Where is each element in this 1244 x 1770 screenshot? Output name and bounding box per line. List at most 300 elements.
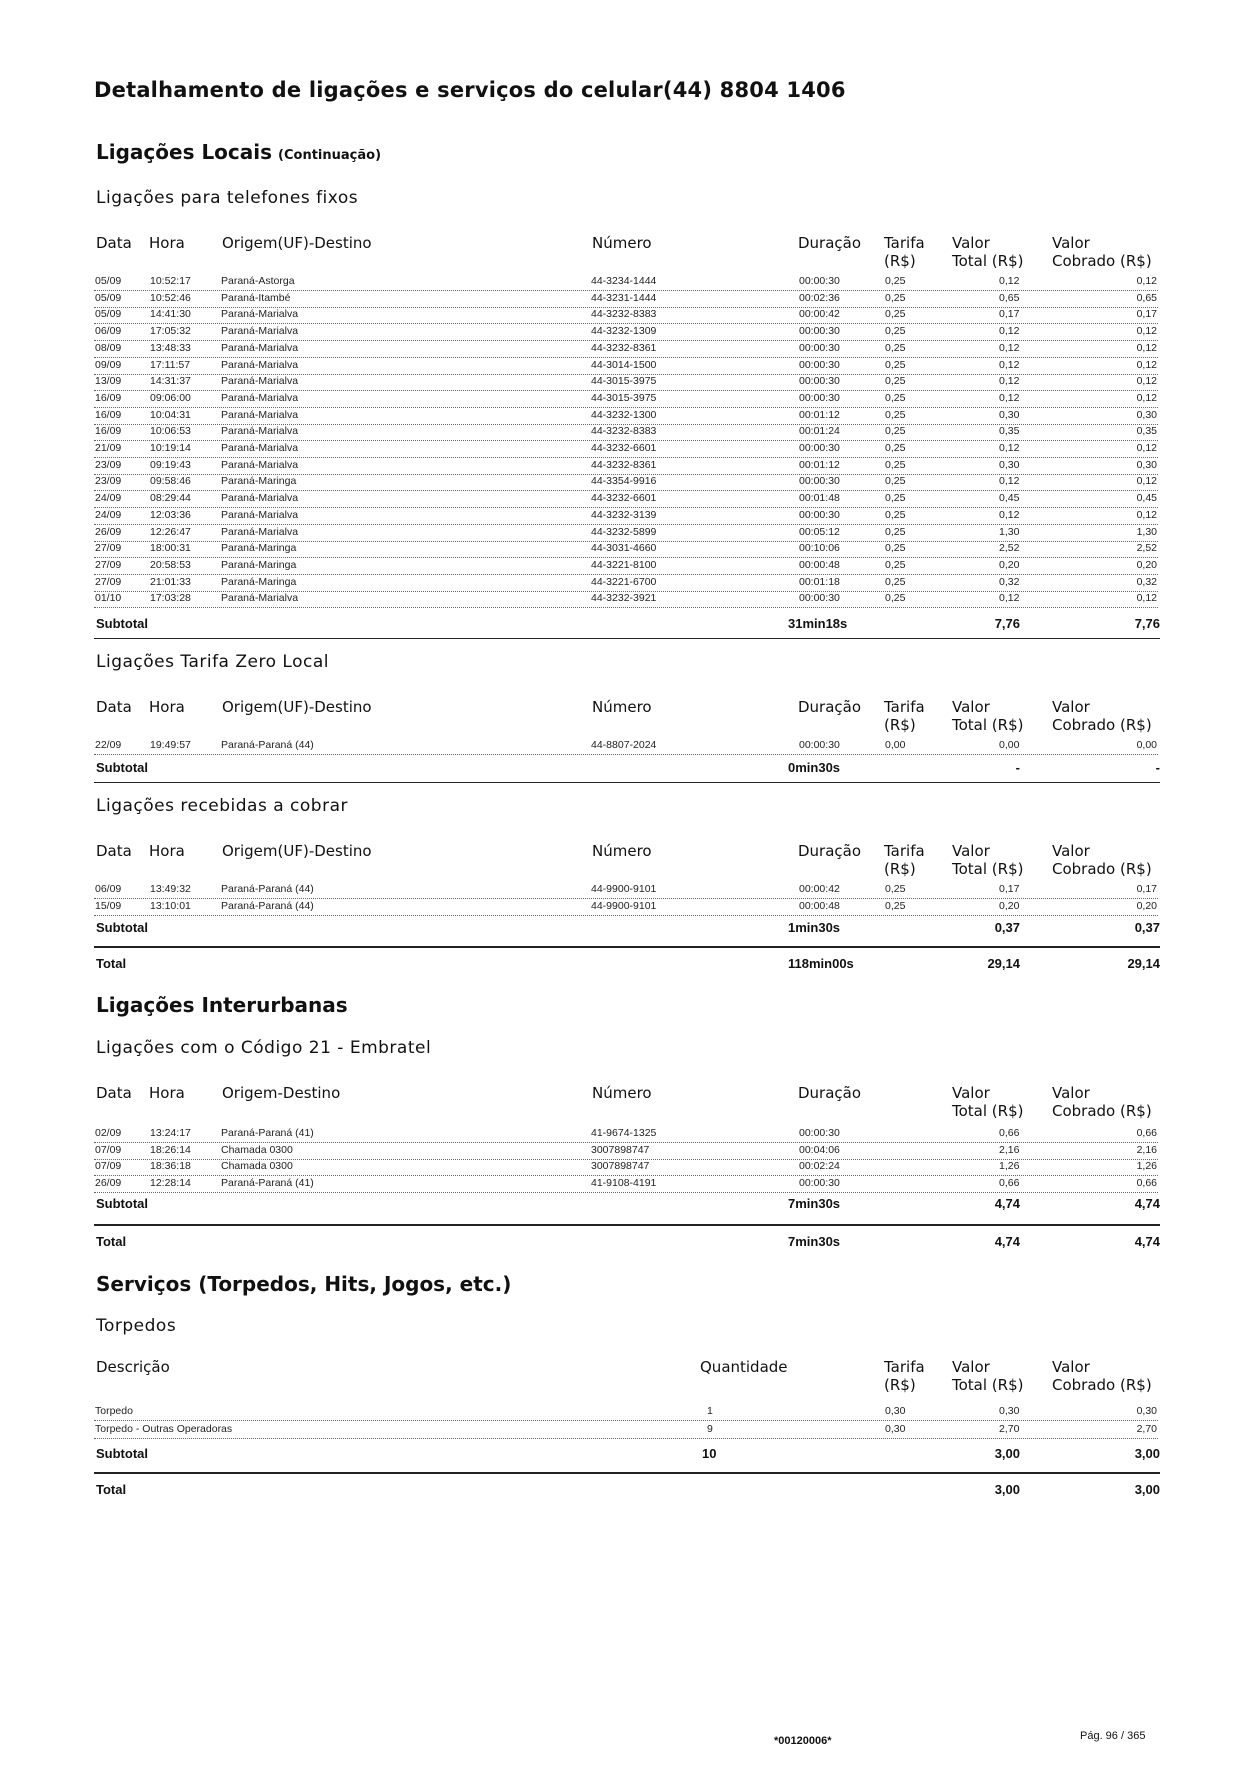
divider (94, 1472, 1160, 1474)
cell-numero: 44-3221-8100 (591, 558, 657, 571)
cell-valor-cobrado: 0,20 (1136, 558, 1157, 571)
cell-duracao: 00:00:30 (799, 1127, 840, 1139)
cell-hora: 18:26:14 (150, 1143, 191, 1156)
header-valor-total (952, 698, 1023, 734)
cell-valor-total: 2,16 (999, 1143, 1020, 1156)
summary-duracao: 1min30s (788, 920, 841, 935)
divider (94, 946, 1160, 948)
summary-valor-cobrado: 3,00 (1134, 1446, 1160, 1461)
cell-duracao: 00:00:30 (799, 1176, 840, 1189)
header-tarifa-line2: (R$) (884, 860, 916, 878)
cell-valor-total: 0,32 (999, 575, 1020, 588)
cell-tarifa: 0,25 (885, 542, 906, 555)
summary-valor-total: 0,37 (994, 920, 1020, 935)
cell-data: 23/09 (95, 458, 122, 471)
cell-valor-total: 1,30 (999, 525, 1020, 538)
cell-data: 02/09 (95, 1127, 122, 1139)
subsection-title-embratel: Ligações com o Código 21 - Embratel (96, 1038, 432, 1058)
table-row (94, 541, 1158, 558)
cell-tarifa: 0,25 (885, 275, 906, 287)
header-duracao: Duração (798, 234, 862, 252)
summary-duracao: 0min30s (788, 760, 841, 775)
header-tarifa (884, 842, 925, 878)
header-tarifa-line2: (R$) (884, 716, 916, 734)
cell-valor-total: 0,00 (999, 739, 1020, 751)
table-row (94, 1176, 1158, 1193)
cell-tarifa: 0,30 (885, 1405, 906, 1417)
cell-origem: Paraná-Itambé (221, 291, 291, 304)
cell-valor-total: 0,17 (999, 883, 1020, 895)
header-valor-cobrado (1052, 842, 1152, 878)
cell-data: 16/09 (95, 391, 122, 404)
section-title-interurbanas: Ligações Interurbanas (96, 993, 348, 1017)
header-hora: Hora (149, 698, 185, 716)
cell-duracao: 00:00:30 (799, 442, 840, 454)
cell-origem: Paraná-Marialva (221, 508, 299, 521)
header-tarifa (884, 1358, 925, 1394)
cell-valor-cobrado: 0,30 (1136, 458, 1157, 471)
cell-data: 26/09 (95, 525, 122, 538)
table-row (94, 424, 1158, 441)
cell-origem: Paraná-Marialva (221, 308, 299, 321)
cell-tarifa: 0,25 (885, 525, 906, 538)
cell-origem: Paraná-Marialva (221, 525, 299, 538)
header-numero: Número (592, 698, 652, 716)
cell-valor-cobrado: 0,17 (1136, 308, 1157, 321)
cell-tarifa: 0,25 (885, 883, 906, 895)
cell-duracao: 00:01:48 (799, 492, 840, 505)
cell-valor-total: 0,35 (999, 425, 1020, 438)
table-row (94, 1126, 1158, 1143)
cell-hora: 18:00:31 (150, 542, 191, 555)
cell-valor-total: 0,12 (999, 442, 1020, 454)
cell-numero: 44-9900-9101 (591, 900, 657, 912)
cell-numero: 44-3031-4660 (591, 542, 657, 555)
summary-valor-total: 29,14 (987, 956, 1020, 971)
header-valor-total (952, 1358, 1023, 1394)
cell-duracao: 00:00:30 (799, 375, 840, 388)
table-row (94, 324, 1158, 341)
header-tarifa-line2: (R$) (884, 1376, 916, 1394)
cell-numero: 44-3232-3921 (591, 592, 657, 605)
cell-hora: 13:24:17 (150, 1127, 191, 1139)
cell-numero: 44-3232-3139 (591, 508, 657, 521)
cell-hora: 12:28:14 (150, 1176, 191, 1189)
summary-valor-total: 4,74 (994, 1196, 1020, 1211)
cell-numero: 44-3015-3975 (591, 391, 657, 404)
header-tarifa-line2: (R$) (884, 252, 916, 270)
cell-duracao: 00:00:30 (799, 325, 840, 338)
table-row (94, 358, 1158, 375)
cell-data: 27/09 (95, 542, 122, 555)
cell-origem: Paraná-Marialva (221, 408, 299, 421)
table-header (96, 234, 1160, 274)
cell-valor-cobrado: 0,35 (1136, 425, 1157, 438)
header-valor-cobrado-line2: Cobrado (R$) (1052, 716, 1152, 734)
summary-valor-cobrado: 7,76 (1134, 616, 1160, 631)
table-row (94, 491, 1158, 508)
cell-data: 08/09 (95, 341, 122, 354)
cell-duracao: 00:01:18 (799, 575, 840, 588)
subtotal-row (96, 758, 1160, 778)
document-code: *00120006* (774, 1735, 832, 1747)
cell-descricao: Torpedo (95, 1405, 133, 1417)
summary-duracao: 118min00s (788, 956, 854, 971)
cell-origem: Paraná-Paraná (44) (221, 883, 314, 895)
cell-hora: 12:26:47 (150, 525, 191, 538)
header-valor-cobrado-line1: Valor (1052, 234, 1090, 252)
cell-hora: 17:11:57 (150, 358, 191, 371)
cell-valor-cobrado: 0,20 (1136, 900, 1157, 912)
cell-data: 06/09 (95, 325, 122, 338)
cell-numero: 44-3221-6700 (591, 575, 657, 588)
cell-valor-cobrado: 2,70 (1136, 1423, 1157, 1435)
summary-label: Subtotal (96, 616, 148, 631)
cell-origem: Paraná-Maringa (221, 575, 297, 588)
cell-valor-total: 0,30 (999, 408, 1020, 421)
header-hora: Hora (149, 842, 185, 860)
header-data: Data (96, 698, 132, 716)
table-header (96, 1084, 1160, 1124)
cell-origem: Paraná-Marialva (221, 425, 299, 438)
cell-valor-total: 0,30 (999, 1405, 1020, 1417)
cell-duracao: 00:00:48 (799, 900, 840, 912)
cell-valor-cobrado: 1,30 (1136, 525, 1157, 538)
cell-duracao: 00:00:30 (799, 475, 840, 488)
cell-tarifa: 0,25 (885, 358, 906, 371)
header-hora: Hora (149, 1084, 185, 1102)
cell-hora: 20:58:53 (150, 558, 191, 571)
header-origem: Origem-Destino (222, 1084, 341, 1102)
cell-duracao: 00:00:30 (799, 592, 840, 605)
subsection-title-recebidas: Ligações recebidas a cobrar (96, 796, 348, 816)
summary-label: Subtotal (96, 920, 148, 935)
cell-hora: 19:49:57 (150, 739, 191, 751)
cell-valor-cobrado: 0,12 (1136, 358, 1157, 371)
cell-hora: 10:19:14 (150, 442, 191, 454)
cell-valor-total: 0,12 (999, 592, 1020, 605)
cell-hora: 10:52:46 (150, 291, 191, 304)
summary-label: Subtotal (96, 1446, 148, 1461)
cell-data: 09/09 (95, 358, 122, 371)
cell-tarifa: 0,25 (885, 375, 906, 388)
cell-duracao: 00:10:06 (799, 542, 840, 555)
cell-origem: Chamada 0300 (221, 1160, 293, 1172)
header-valor-cobrado-line1: Valor (1052, 842, 1090, 860)
divider (94, 1224, 1160, 1226)
cell-valor-cobrado: 0,65 (1136, 291, 1157, 304)
cell-hora: 09:58:46 (150, 475, 191, 488)
table-row (94, 591, 1158, 608)
divider (94, 638, 1160, 639)
cell-valor-total: 0,12 (999, 275, 1020, 287)
cell-hora: 12:03:36 (150, 508, 191, 521)
cell-data: 06/09 (95, 883, 122, 895)
cell-hora: 10:52:17 (150, 275, 191, 287)
header-data: Data (96, 234, 132, 252)
summary-duracao: 7min30s (788, 1196, 841, 1211)
cell-duracao: 00:01:12 (799, 458, 840, 471)
header-valor-total-line1: Valor (952, 1084, 990, 1102)
cell-numero: 44-3232-8383 (591, 425, 657, 438)
cell-origem: Paraná-Marialva (221, 375, 299, 388)
cell-valor-cobrado: 2,52 (1136, 542, 1157, 555)
cell-valor-cobrado: 1,26 (1136, 1160, 1157, 1172)
cell-origem: Paraná-Marialva (221, 492, 299, 505)
cell-valor-cobrado: 0,12 (1136, 442, 1157, 454)
header-valor-total (952, 234, 1023, 270)
cell-numero: 44-3232-1300 (591, 408, 657, 421)
header-data: Data (96, 1084, 132, 1102)
cell-valor-cobrado: 0,12 (1136, 592, 1157, 605)
header-valor-cobrado-line2: Cobrado (R$) (1052, 252, 1152, 270)
cell-hora: 10:06:53 (150, 425, 191, 438)
header-tarifa-line1: Tarifa (884, 698, 925, 716)
cell-tarifa: 0,25 (885, 325, 906, 338)
summary-duracao: 31min18s (788, 616, 848, 631)
cell-origem: Paraná-Marialva (221, 325, 299, 338)
summary-valor-cobrado: 4,74 (1134, 1234, 1160, 1249)
cell-data: 07/09 (95, 1143, 122, 1156)
header-valor-total-line2: Total (R$) (952, 1376, 1024, 1394)
cell-origem: Paraná-Marialva (221, 358, 299, 371)
header-data: Data (96, 842, 132, 860)
cell-tarifa: 0,25 (885, 492, 906, 505)
cell-numero: 44-3014-1500 (591, 358, 657, 371)
cell-valor-total: 0,12 (999, 358, 1020, 371)
cell-tarifa: 0,25 (885, 425, 906, 438)
cell-valor-total: 0,12 (999, 508, 1020, 521)
cell-numero: 44-3354-9916 (591, 475, 657, 488)
cell-data: 26/09 (95, 1176, 122, 1189)
cell-hora: 17:03:28 (150, 592, 191, 605)
cell-tarifa: 0,25 (885, 508, 906, 521)
cell-valor-total: 0,12 (999, 341, 1020, 354)
subsection-title-tarifa-zero: Ligações Tarifa Zero Local (96, 652, 329, 672)
cell-valor-total: 0,30 (999, 458, 1020, 471)
cell-data: 16/09 (95, 425, 122, 438)
summary-valor-cobrado: - (1155, 760, 1160, 775)
cell-valor-cobrado: 0,66 (1136, 1176, 1157, 1189)
cell-data: 23/09 (95, 475, 122, 488)
cell-valor-cobrado: 0,12 (1136, 391, 1157, 404)
cell-tarifa: 0,25 (885, 900, 906, 912)
summary-valor-total: 4,74 (994, 1234, 1020, 1249)
cell-descricao: Torpedo - Outras Operadoras (95, 1423, 233, 1435)
cell-valor-total: 0,20 (999, 900, 1020, 912)
cell-data: 24/09 (95, 508, 122, 521)
cell-data: 13/09 (95, 375, 122, 388)
cell-valor-total: 0,17 (999, 308, 1020, 321)
cell-valor-total: 0,12 (999, 475, 1020, 488)
cell-valor-cobrado: 0,30 (1136, 1405, 1157, 1417)
summary-valor-cobrado: 4,74 (1134, 1196, 1160, 1211)
header-duracao: Duração (798, 842, 862, 860)
cell-numero: 44-3232-6601 (591, 442, 657, 454)
subtotal-row (96, 918, 1160, 938)
cell-valor-total: 0,12 (999, 325, 1020, 338)
cell-hora: 09:19:43 (150, 458, 191, 471)
cell-numero: 44-3232-5899 (591, 525, 657, 538)
section-title-servicos: Serviços (Torpedos, Hits, Jogos, etc.) (96, 1272, 512, 1296)
table-row (94, 391, 1158, 408)
cell-origem: Paraná-Astorga (221, 275, 295, 287)
cell-valor-cobrado: 0,00 (1136, 739, 1157, 751)
cell-numero: 44-3232-8361 (591, 341, 657, 354)
cell-duracao: 00:00:42 (799, 308, 840, 321)
table-row (94, 458, 1158, 475)
summary-label: Subtotal (96, 760, 148, 775)
header-valor-total-line2: Total (R$) (952, 1102, 1024, 1120)
cell-valor-cobrado: 0,12 (1136, 325, 1157, 338)
cell-tarifa: 0,30 (885, 1423, 906, 1435)
cell-quantidade: 9 (707, 1423, 713, 1435)
summary-valor-cobrado: 29,14 (1127, 956, 1160, 971)
cell-data: 16/09 (95, 408, 122, 421)
cell-tarifa: 0,00 (885, 739, 906, 751)
cell-valor-cobrado: 0,12 (1136, 341, 1157, 354)
cell-duracao: 00:00:30 (799, 358, 840, 371)
cell-origem: Paraná-Paraná (41) (221, 1127, 314, 1139)
cell-origem: Paraná-Marialva (221, 458, 299, 471)
cell-hora: 14:41:30 (150, 308, 191, 321)
header-valor-total (952, 1084, 1023, 1120)
cell-duracao: 00:00:30 (799, 275, 840, 287)
cell-origem: Paraná-Marialva (221, 592, 299, 605)
cell-valor-cobrado: 2,16 (1136, 1143, 1157, 1156)
table-header (96, 698, 1160, 738)
cell-data: 07/09 (95, 1160, 122, 1172)
header-valor-cobrado-line2: Cobrado (R$) (1052, 860, 1152, 878)
section-title-locais (96, 140, 381, 164)
header-valor-total (952, 842, 1023, 878)
cell-data: 15/09 (95, 900, 122, 912)
cell-hora: 10:04:31 (150, 408, 191, 421)
header-tarifa (884, 698, 925, 734)
cell-valor-total: 0,66 (999, 1127, 1020, 1139)
cell-valor-cobrado: 0,32 (1136, 575, 1157, 588)
cell-numero: 44-3232-8361 (591, 458, 657, 471)
cell-valor-cobrado: 0,17 (1136, 883, 1157, 895)
total-row (96, 1480, 1160, 1500)
cell-data: 24/09 (95, 492, 122, 505)
cell-tarifa: 0,25 (885, 308, 906, 321)
subsection-title-torpedos: Torpedos (96, 1316, 177, 1336)
header-tarifa-line1: Tarifa (884, 234, 925, 252)
cell-origem: Paraná-Marialva (221, 341, 299, 354)
cell-duracao: 00:01:12 (799, 408, 840, 421)
cell-valor-cobrado: 0,66 (1136, 1127, 1157, 1139)
cell-data: 21/09 (95, 442, 122, 454)
header-valor-total-line1: Valor (952, 842, 990, 860)
summary-label: Subtotal (96, 1196, 148, 1211)
table-row (94, 408, 1158, 425)
header-valor-total-line1: Valor (952, 698, 990, 716)
header-valor-cobrado-line1: Valor (1052, 698, 1090, 716)
cell-valor-total: 2,70 (999, 1423, 1020, 1435)
summary-valor-total: 3,00 (994, 1446, 1020, 1461)
page-number: Pág. 96 / 365 (1080, 1730, 1146, 1742)
summary-label: Total (96, 1482, 127, 1497)
header-hora: Hora (149, 234, 185, 252)
cell-valor-total: 0,12 (999, 375, 1020, 388)
cell-origem: Paraná-Marialva (221, 391, 299, 404)
cell-data: 05/09 (95, 308, 122, 321)
cell-origem: Paraná-Marialva (221, 442, 299, 454)
cell-duracao: 00:00:30 (799, 739, 840, 751)
cell-tarifa: 0,25 (885, 475, 906, 488)
table-row (94, 307, 1158, 324)
summary-quantidade: 10 (702, 1446, 717, 1461)
table-row (94, 341, 1158, 358)
cell-numero: 41-9674-1325 (591, 1127, 657, 1139)
cell-numero: 44-8807-2024 (591, 739, 657, 751)
cell-hora: 09:06:00 (150, 391, 191, 404)
summary-valor-total: 3,00 (994, 1482, 1020, 1497)
cell-duracao: 00:00:30 (799, 391, 840, 404)
header-descricao: Descrição (96, 1358, 170, 1376)
table-row (94, 525, 1158, 542)
subsection-title-fixos: Ligações para telefones fixos (96, 188, 359, 208)
table-row (94, 1159, 1158, 1176)
table-row (94, 1422, 1158, 1439)
cell-hora: 18:36:18 (150, 1160, 191, 1172)
header-valor-cobrado-line1: Valor (1052, 1084, 1090, 1102)
cell-numero: 44-3234-1444 (591, 275, 657, 287)
cell-hora: 13:10:01 (150, 900, 191, 912)
header-valor-cobrado-line2: Cobrado (R$) (1052, 1102, 1152, 1120)
cell-valor-total: 0,66 (999, 1176, 1020, 1189)
table-row (94, 374, 1158, 391)
cell-hora: 21:01:33 (150, 575, 191, 588)
cell-hora: 13:48:33 (150, 341, 191, 354)
cell-tarifa: 0,25 (885, 592, 906, 605)
cell-duracao: 00:02:24 (799, 1160, 840, 1172)
header-duracao: Duração (798, 698, 862, 716)
summary-label: Total (96, 1234, 127, 1249)
cell-data: 22/09 (95, 739, 122, 751)
cell-origem: Paraná-Maringa (221, 475, 297, 488)
table-row (94, 474, 1158, 491)
header-valor-cobrado-line1: Valor (1052, 1358, 1090, 1376)
subtotal-row (96, 614, 1160, 634)
total-row (96, 1232, 1160, 1252)
cell-origem: Paraná-Paraná (44) (221, 739, 314, 751)
continuation-label: (Continuação) (278, 148, 382, 163)
summary-label: Total (96, 956, 127, 971)
cell-valor-cobrado: 0,45 (1136, 492, 1157, 505)
cell-valor-total: 0,65 (999, 291, 1020, 304)
cell-valor-cobrado: 0,12 (1136, 375, 1157, 388)
header-valor-total-line1: Valor (952, 1358, 990, 1376)
cell-origem: Chamada 0300 (221, 1143, 293, 1156)
cell-origem: Paraná-Paraná (44) (221, 900, 314, 912)
header-numero: Número (592, 842, 652, 860)
cell-numero: 3007898747 (591, 1160, 650, 1172)
cell-duracao: 00:02:36 (799, 291, 840, 304)
cell-duracao: 00:00:30 (799, 341, 840, 354)
cell-numero: 44-3232-8383 (591, 308, 657, 321)
cell-tarifa: 0,25 (885, 291, 906, 304)
cell-valor-total: 2,52 (999, 542, 1020, 555)
table-row (94, 899, 1158, 916)
cell-numero: 44-3231-1444 (591, 291, 657, 304)
table-row (94, 1143, 1158, 1160)
total-row (96, 954, 1160, 974)
cell-tarifa: 0,25 (885, 408, 906, 421)
divider (94, 782, 1160, 783)
cell-tarifa: 0,25 (885, 575, 906, 588)
